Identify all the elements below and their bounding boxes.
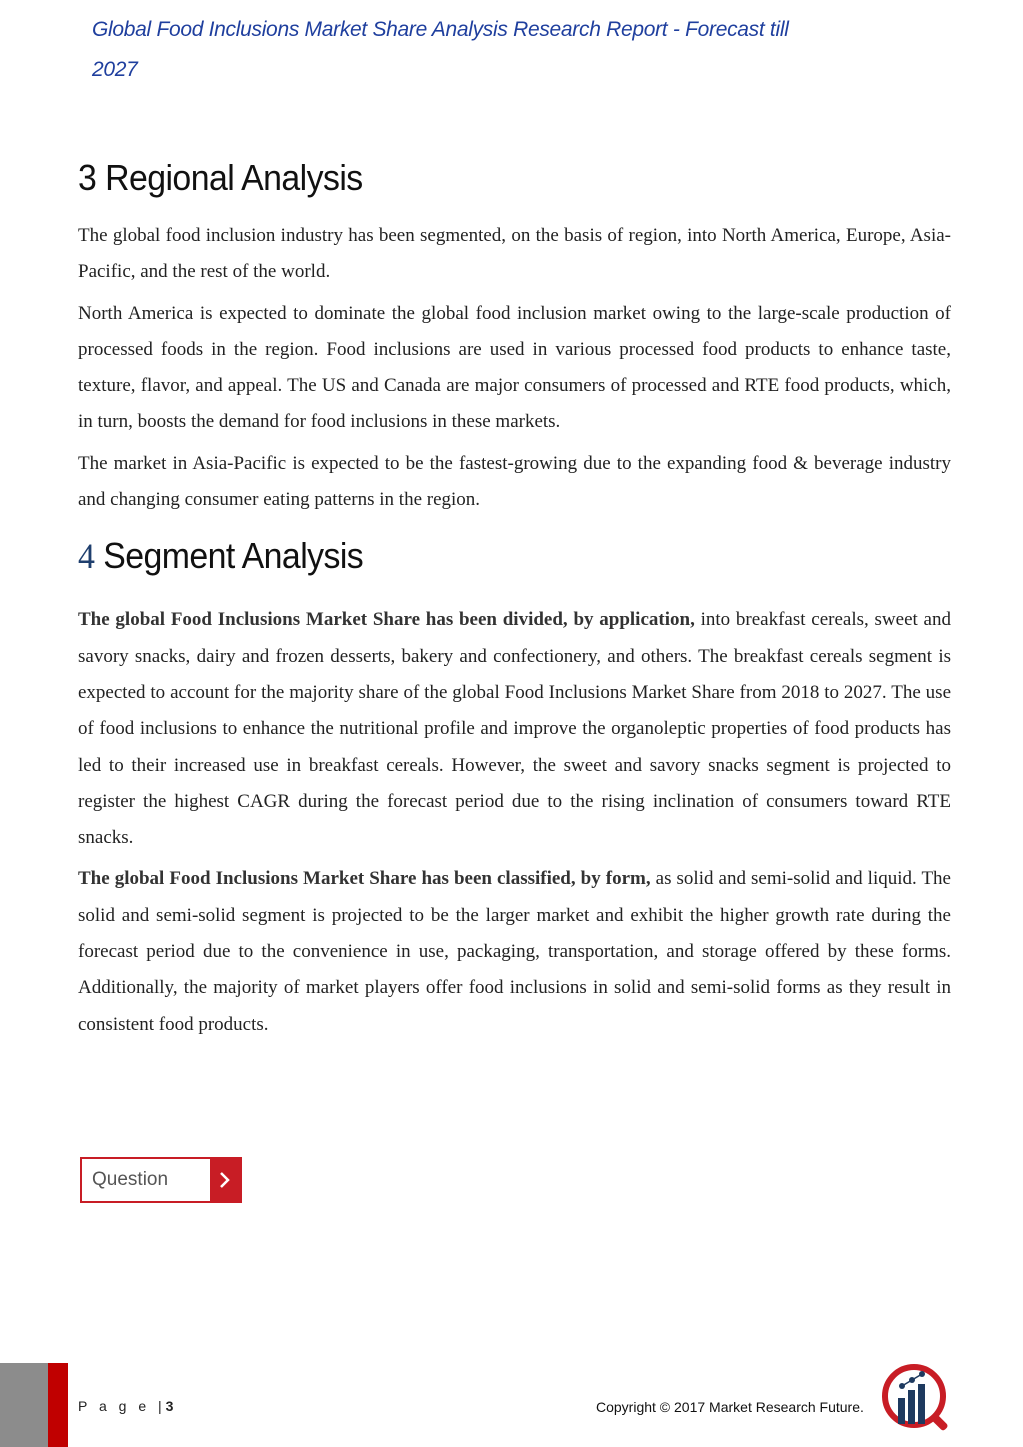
paragraph bbox=[78, 602, 951, 856]
copyright-text: Copyright © 2017 Market Research Future. bbox=[596, 1399, 864, 1415]
footer-red-bar bbox=[48, 1363, 68, 1447]
market-research-future-logo-icon bbox=[876, 1362, 954, 1434]
page-label: P a g e | bbox=[78, 1398, 166, 1414]
footer-grey-bar bbox=[0, 1363, 48, 1447]
report-title bbox=[92, 10, 812, 90]
question-button-label: Question bbox=[92, 1169, 169, 1190]
paragraph-text: as solid and semi-solid and liquid. The solid and semi-solid segment is projected to be the larger market and exhibit the higher growth rate during the forecast period due to the convenience in use, packaging, transportation, and storage offered by these forms. Additionally, the majority of market players offer food inclusions in solid and semi-solid forms as they result in consistent food products. bbox=[78, 868, 951, 1035]
bold-lead: The global Food Inclusions Market Share has been classified, by form, bbox=[78, 868, 651, 890]
paragraph-text: into breakfast cereals, sweet and savory snacks, dairy and frozen desserts, bakery and confectionery, and others. The breakfast cereals segment is expected to account for the majority share of the global Food Inclusions Market Share from 2018 to 2027. The use of food inclusions to enhance the nutritional profile and improve the organoleptic properties of food products has led to their increased use in breakfast cereals. However, the sweet and savory snacks segment is projected to register the highest CAGR during the forecast period due to the rising inclination of consumers toward RTE snacks. bbox=[78, 609, 951, 849]
page-number bbox=[78, 1398, 173, 1414]
chevron-right-icon bbox=[210, 1159, 240, 1201]
report-title-line1: Global Food Inclusions Market Share Analysis Research Report - Forecast till bbox=[92, 18, 789, 41]
bold-lead: The global Food Inclusions Market Share has been divided, by application, bbox=[78, 609, 695, 631]
question-button[interactable] bbox=[80, 1157, 242, 1203]
section-number: 4 bbox=[78, 536, 95, 577]
paragraph: The market in Asia-Pacific is expected to be the fastest-growing due to the expanding food & beverage industry and changing consumer eating patterns in the region. bbox=[78, 452, 951, 511]
section-heading-segment bbox=[78, 528, 899, 584]
section-heading-regional: 3 Regional Analysis bbox=[78, 157, 363, 198]
page-number-value: 3 bbox=[165, 1398, 174, 1414]
paragraph: North America is expected to dominate the global food inclusion market owing to the large-scale production of processed foods in the region. Food inclusions are used in various processed food products to enhance taste, texture, flavor, and appeal. The US and Canada are major consumers of processed and RTE food products, which, in turn, boosts the demand for food inclusions in these markets. bbox=[78, 302, 951, 433]
document-body bbox=[78, 150, 951, 1048]
report-title-line2: 2027 bbox=[92, 58, 138, 81]
paragraph: The global food inclusion industry has been segmented, on the basis of region, into North America, Europe, Asia-Pacific, and the rest of the world. bbox=[78, 225, 951, 283]
section-heading-text: Segment Analysis bbox=[103, 535, 364, 577]
paragraph bbox=[78, 861, 951, 1042]
